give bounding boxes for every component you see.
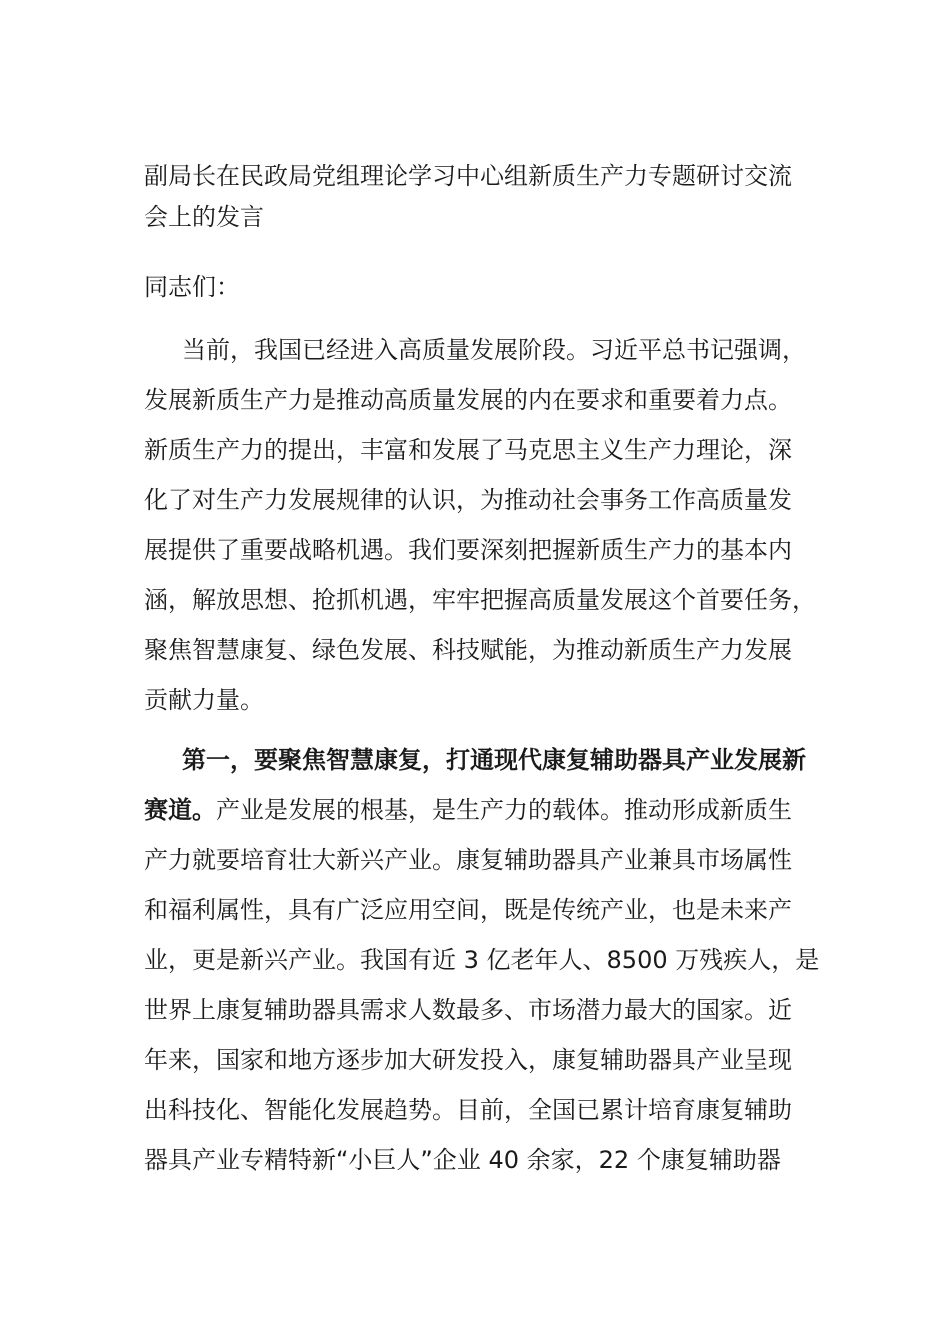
paragraph-line <box>144 785 808 835</box>
paragraph-line-text: 产业是发展的根基，是生产力的载体。推动形成新质生 <box>216 796 792 824</box>
title-line: 副局长在民政局党组理论学习中心组新质生产力专题研讨交流 <box>144 162 792 190</box>
salutation: 同志们： <box>144 273 240 301</box>
paragraph-line: 和福利属性，具有广泛应用空间，既是传统产业，也是未来产 <box>144 896 792 924</box>
paragraph-line: 出科技化、智能化发展趋势。目前，全国已累计培育康复辅助 <box>144 1096 792 1124</box>
paragraph-line: 业，更是新兴产业。我国有近 3 亿老年人、8500 万残疾人，是 <box>144 946 820 974</box>
paragraph-line: 产力就要培育壮大新兴产业。康复辅助器具产业兼具市场属性 <box>144 846 792 874</box>
paragraph-line: 展提供了重要战略机遇。我们要深刻把握新质生产力的基本内 <box>144 536 792 564</box>
title-line: 会上的发言 <box>144 203 264 231</box>
paragraph-line: 器具产业专精特新“小巨人”企业 40 余家，22 个康复辅助器 <box>144 1146 781 1174</box>
paragraph-line: 涵，解放思想、抢抓机遇，牢牢把握高质量发展这个首要任务， <box>144 586 816 614</box>
paragraph-line: 贡献力量。 <box>144 686 264 714</box>
paragraph-line: 化了对生产力发展规律的认识，为推动社会事务工作高质量发 <box>144 486 792 514</box>
paragraph-line: 发展新质生产力是推动高质量发展的内在要求和重要着力点。 <box>144 386 792 414</box>
paragraph-line: 当前，我国已经进入高质量发展阶段。习近平总书记强调， <box>182 336 806 364</box>
paragraph-first-point <box>144 735 820 1185</box>
paragraph-line: 世界上康复辅助器具需求人数最多、市场潜力最大的国家。近 <box>144 996 792 1024</box>
paragraph-line: 聚焦智慧康复、绿色发展、科技赋能，为推动新质生产力发展 <box>144 636 792 664</box>
paragraph-line: 年来，国家和地方逐步加大研发投入，康复辅助器具产业呈现 <box>144 1046 792 1074</box>
paragraph-intro <box>144 325 816 725</box>
point-heading-line: 第一，要聚焦智慧康复，打通现代康复辅助器具产业发展新 <box>182 746 806 774</box>
paragraph-line: 新质生产力的提出，丰富和发展了马克思主义生产力理论，深 <box>144 436 792 464</box>
document-title <box>144 156 808 238</box>
point-heading-tail: 赛道。 <box>144 796 216 824</box>
